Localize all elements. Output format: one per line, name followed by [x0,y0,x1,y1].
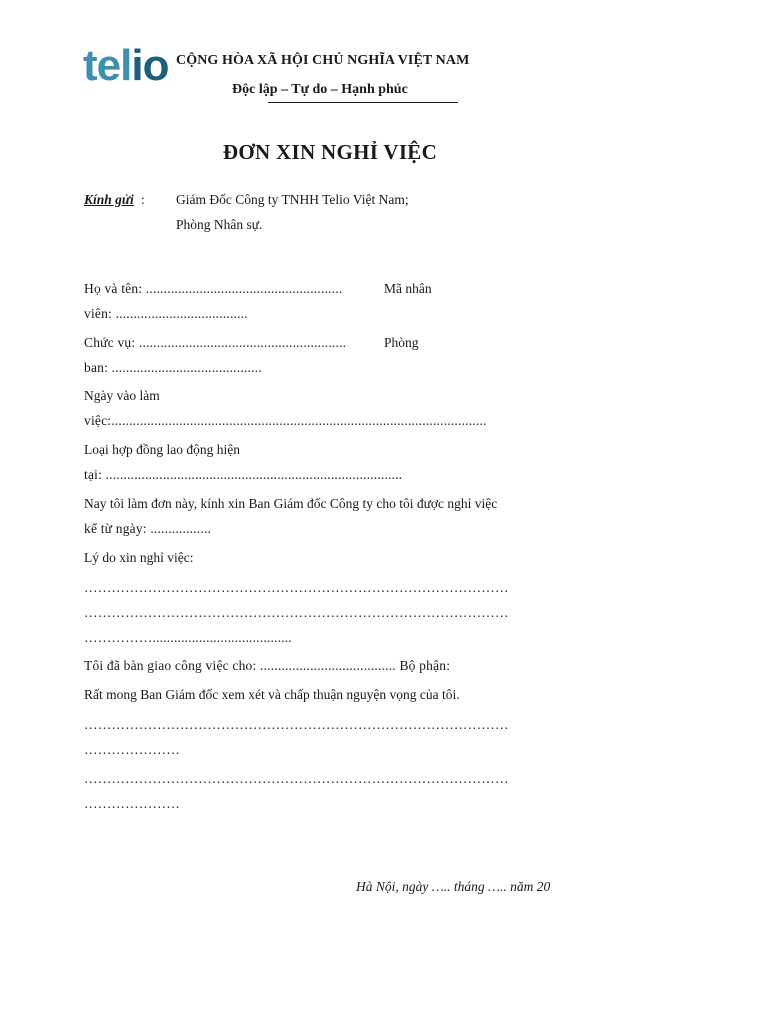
closing-statement: Rất mong Ban Giám đốc xem xét và chấp thuận nguyện vọng của tôi. [84,687,460,702]
position-field: Chức vụ: .......................................................... [84,335,347,350]
name-field: Họ và tên: ....................................................... [84,281,343,296]
document-title: ĐƠN XIN NGHỈ VIỆC [222,140,438,164]
department-label: Phòng [384,335,419,350]
employee-id-label: Mã nhân [384,281,432,296]
department-field: ban: .......................................... [84,360,262,375]
recipient-line-1: Giám Đốc Công ty TNHH Telio Việt Nam; [176,192,409,207]
recipient-colon: : [141,192,145,207]
motto-underline [268,102,458,103]
employee-id-field: viên: ..................................... [84,306,248,321]
handover-field: Tôi đã bàn giao công việc cho: ...................................... Bộ phận: [84,658,451,673]
request-date-field: kể từ ngày: ................. [84,521,212,536]
national-title: CỘNG HÒA XÃ HỘI CHỦ NGHĨA VIỆT NAM [176,53,470,68]
recipient-label: Kính gửi [84,192,134,207]
contract-type-label: Loại hợp đồng lao động hiện [84,442,240,457]
start-date-field: việc:......................................................................................................... [84,413,487,428]
closing-line-4: ………………… [84,796,180,811]
recipient-line-2: Phòng Nhân sự. [176,217,263,232]
request-line-1: Nay tôi làm đơn này, kính xin Ban Giám đốc Công ty cho tôi được nghỉ việc [84,496,498,511]
national-motto: Độc lập – Tự do – Hạnh phúc [232,82,408,97]
reason-line-3: ……………....................................... [84,630,292,645]
closing-line-1: ………………………………………………………………………………… [84,717,509,732]
logo-text-io: io [131,41,169,90]
closing-line-2: ………………… [84,742,180,757]
telio-logo [83,40,168,88]
signature-place-date: Hà Nội, ngày ….. tháng ….. năm 20 [356,879,551,894]
start-date-label: Ngày vào làm [84,388,160,403]
logo-text-tel: tel [83,41,132,90]
reason-line-1: ………………………………………………………………………………… [84,580,509,595]
reason-label: Lý do xin nghỉ việc: [84,550,194,565]
reason-line-2: ………………………………………………………………………………… [84,605,509,620]
closing-line-3: ………………………………………………………………………………… [84,771,509,786]
contract-type-field: tại: ................................................................................... [84,467,403,482]
